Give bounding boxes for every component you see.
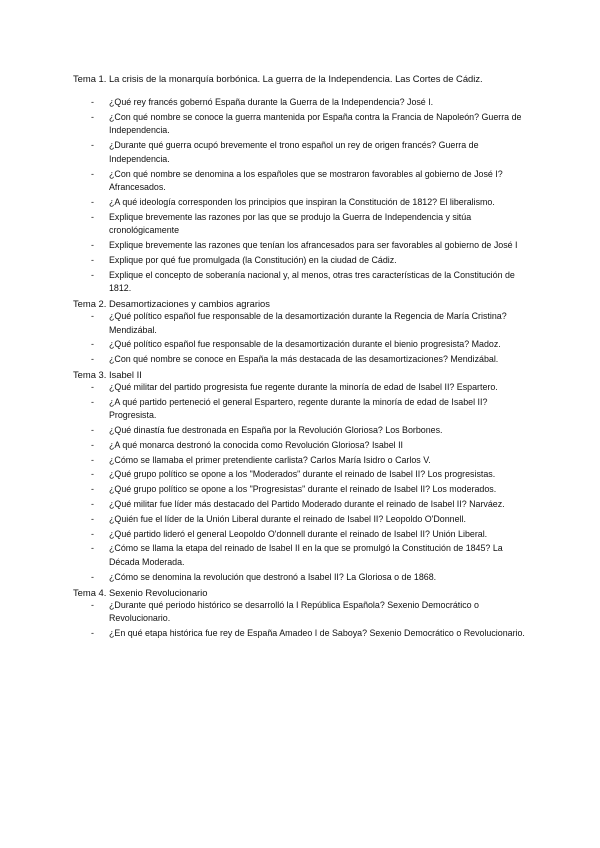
list-item: - ¿Cómo se denomina la revolución que destronó a Isabel II? La Gloriosa o de 1868.: [73, 571, 533, 585]
list-item: - ¿A qué ideología corresponden los principios que inspiran la Constitución de 1812? El liberalismo.: [73, 196, 533, 210]
section-tema-1: [73, 96, 533, 296]
list-item: - ¿Con qué nombre se conoce la guerra mantenida por España contra la Francia de Napoleón? Guerra de Independencia.: [73, 111, 533, 138]
list-item: - ¿Con qué nombre se denomina a los españoles que se mostraron favorables al gobierno de José I? Afrancesados.: [73, 168, 533, 195]
question-list: [73, 599, 533, 641]
section-tema-3: [73, 368, 533, 584]
list-item: - ¿Qué grupo político se opone a los "Moderados" durante el reinado de Isabel II? Los progresistas.: [73, 468, 533, 482]
question-list: [73, 310, 533, 367]
list-item: - Explique por qué fue promulgada (la Constitución) en la ciudad de Cádiz.: [73, 254, 533, 268]
list-item: - ¿Qué político español fue responsable de la desamortización durante la Regencia de María Cristina? Mendizábal.: [73, 310, 533, 337]
section-heading: Tema 3. Isabel II: [73, 368, 142, 380]
list-item: - ¿Durante qué guerra ocupó brevemente el trono español un rey de origen francés? Guerra de Independencia.: [73, 139, 533, 166]
section-heading: Tema 2. Desamortizaciones y cambios agrarios: [73, 298, 270, 309]
list-item: - Explique brevemente las razones por las que se produjo la Guerra de Independencia y sitúa cronológicamente: [73, 211, 533, 238]
document-title: Tema 1. La crisis de la monarquía borbónica. La guerra de la Independencia. Las Cortes de Cádiz.: [73, 73, 483, 84]
list-item: - ¿A qué partido perteneció el general Espartero, regente durante la minoría de edad de Isabel II? Progresista.: [73, 396, 533, 423]
question-list: [73, 96, 533, 296]
document-page: [73, 71, 533, 642]
list-item: - Explique brevemente las razones que tenían los afrancesados para ser favorables al gobierno de José I: [73, 239, 533, 253]
list-item: - ¿Qué grupo político se opone a los "Progresistas" durante el reinado de Isabel II? Los moderados.: [73, 483, 533, 497]
list-item: - ¿A qué monarca destronó la conocida como Revolución Gloriosa? Isabel II: [73, 439, 533, 453]
list-item: - ¿Qué militar del partido progresista fue regente durante la minoría de edad de Isabel II? Espartero.: [73, 381, 533, 395]
list-item: - ¿Qué partido lideró el general Leopoldo O'donnell durante el reinado de Isabel II? Unión Liberal.: [73, 528, 533, 542]
list-item: - ¿Qué dinastía fue destronada en España por la Revolución Gloriosa? Los Borbones.: [73, 424, 533, 438]
list-item: - ¿Durante qué periodo histórico se desarrolló la I República Española? Sexenio Democrático o Revolucionario.: [73, 599, 533, 626]
list-item: - ¿Cómo se llama la etapa del reinado de Isabel II en la que se promulgó la Constitución de 1845? La Década Moderada.: [73, 542, 533, 569]
list-item: - Explique el concepto de soberanía nacional y, al menos, otras tres características de la Constitución de 1812.: [73, 269, 533, 296]
list-item: - ¿Quién fue el líder de la Unión Liberal durante el reinado de Isabel II? Leopoldo O'Donnell.: [73, 513, 533, 527]
list-item: - ¿Cómo se llamaba el primer pretendiente carlista? Carlos María Isidro o Carlos V.: [73, 454, 533, 468]
section-tema-4: [73, 586, 533, 641]
question-list: [73, 381, 533, 584]
list-item: - ¿Qué militar fue líder más destacado del Partido Moderado durante el reinado de Isabel II? Narváez.: [73, 498, 533, 512]
list-item: - ¿Qué político español fue responsable de la desamortización durante el bienio progresista? Madoz.: [73, 338, 533, 352]
list-item: - ¿Qué rey francés gobernó España durante la Guerra de la Independencia? José I.: [73, 96, 533, 110]
list-item: - ¿Con qué nombre se conoce en España la más destacada de las desamortizaciones? Mendizábal.: [73, 353, 533, 367]
section-tema-2: [73, 297, 533, 367]
section-heading: Tema 4. Sexenio Revolucionario: [73, 586, 208, 598]
list-item: - ¿En qué etapa histórica fue rey de España Amadeo I de Saboya? Sexenio Democrático o Revolucionario.: [73, 627, 533, 641]
